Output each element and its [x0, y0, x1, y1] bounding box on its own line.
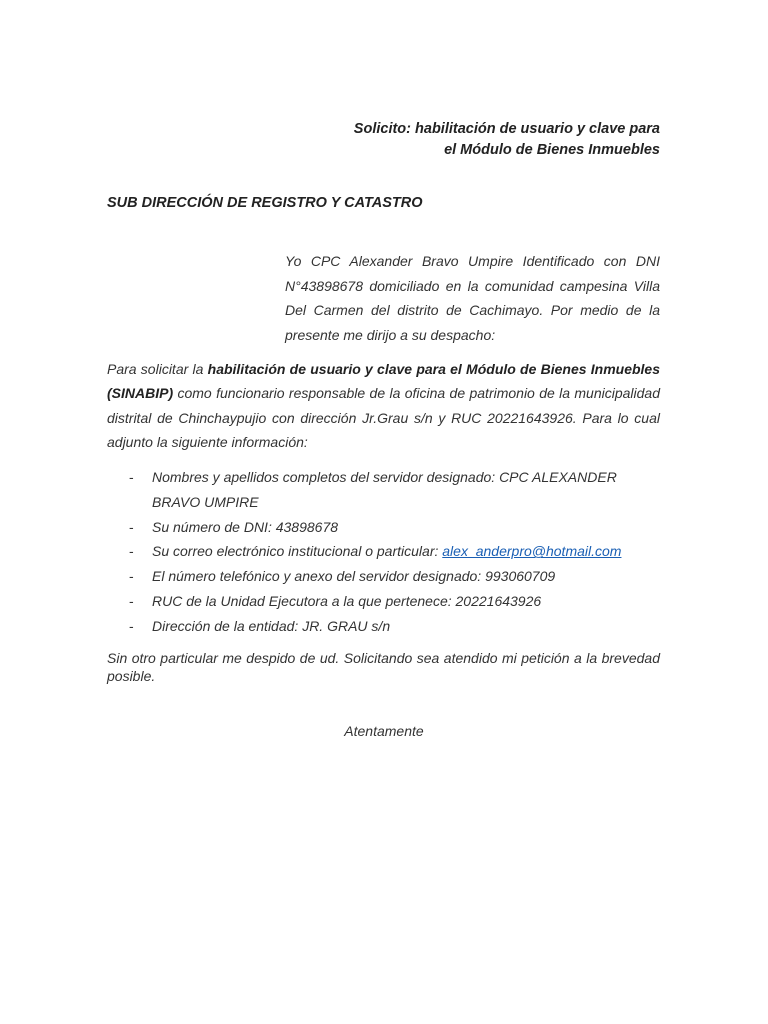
list-item-email	[129, 539, 649, 564]
list-item-text: Dirección de la entidad: JR. GRAU s/n	[152, 617, 391, 634]
closing-paragraph: Sin otro particular me despido de ud. Solicitando sea atendido mi petición a la brevedad posible.	[107, 650, 660, 684]
list-bullet: -	[129, 518, 134, 535]
list-item-phone	[129, 564, 649, 589]
request-subject-bold: habilitación de usuario y clave para el Módulo de Bienes Inmuebles (SINABIP)	[107, 361, 661, 402]
list-bullet: -	[129, 617, 134, 634]
intro-paragraph: Yo CPC Alexander Bravo Umpire Identificado con DNI N°43898678 domiciliado en la comunidad campesina Villa Del Carmen del distrito de Cachimayo. Por medio de la presente me dirijo a su despacho:	[285, 253, 660, 344]
list-item-text: El número telefónico y anexo del servidor designado: 993060709	[152, 568, 556, 585]
information-list	[129, 465, 649, 639]
subject-line-2: el Módulo de Bienes Inmuebles	[444, 142, 660, 158]
request-paragraph	[107, 357, 660, 454]
list-item-dni	[129, 515, 649, 540]
request-rest: como funcionario responsable de la oficina de patrimonio de la municipalidad distrital de Chinchaypujio con dirección Jr.Grau s/n y RUC 20221643926. Para lo cual adjunto la siguiente información:	[107, 385, 660, 450]
list-bullet: -	[129, 592, 134, 609]
list-item-text: Nombres y apellidos completos del servidor designado: CPC ALEXANDER BRAVO UMPIRE	[152, 469, 617, 510]
subject-heading	[354, 119, 660, 161]
list-bullet: -	[129, 543, 134, 560]
list-bullet: -	[129, 568, 134, 585]
list-item-text: Su correo electrónico institucional o particular:	[152, 543, 443, 560]
list-item-text: Su número de DNI: 43898678	[152, 518, 339, 535]
list-item-ruc	[129, 589, 649, 614]
subject-line-1: Solicito: habilitación de usuario y clave para	[353, 121, 660, 137]
list-bullet: -	[129, 469, 134, 485]
request-lead: Para solicitar la	[107, 361, 208, 377]
list-item-text: RUC de la Unidad Ejecutora a la que pertenece: 20221643926	[152, 592, 542, 609]
signoff-text: Atentamente	[344, 723, 424, 739]
list-item-name	[129, 465, 649, 515]
recipient-heading: SUB DIRECCIÓN DE REGISTRO Y CATASTRO	[107, 195, 423, 211]
email-link[interactable]: alex_anderpro@hotmail.com	[442, 543, 622, 560]
list-item-address	[129, 614, 649, 639]
